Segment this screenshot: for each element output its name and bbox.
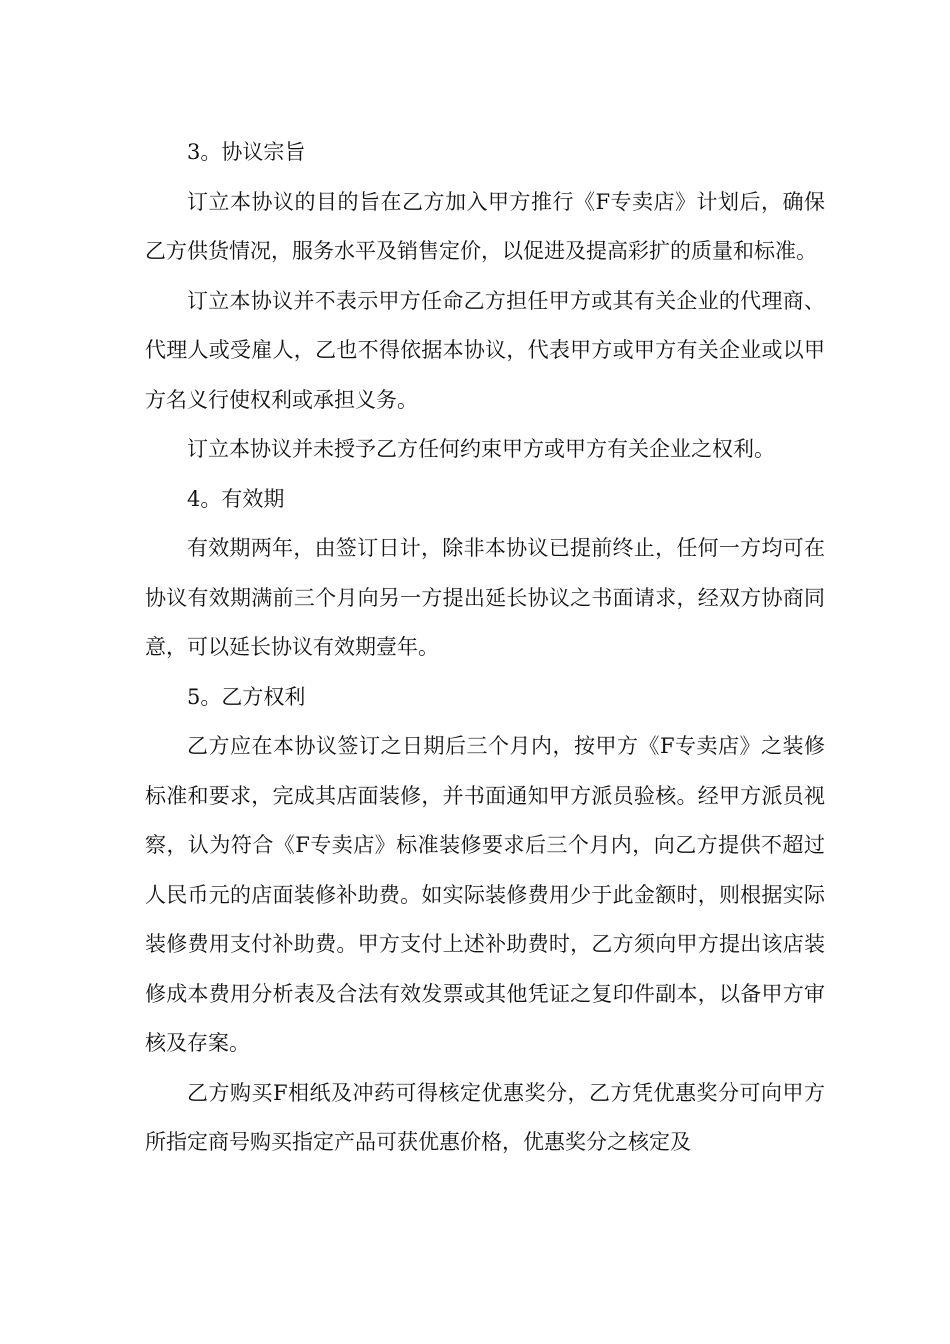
- paragraph-purpose-no-rights: 订立本协议并未授予乙方任何约束甲方或甲方有关企业之权利。: [187, 437, 775, 461]
- section-heading-purpose: 3。协议宗旨: [187, 140, 306, 164]
- section-heading-party-b-rights: 5。乙方权利: [187, 684, 306, 709]
- document-body: [145, 128, 825, 1168]
- paragraph-renovation-subsidy: 乙方应在本协议签订之日期后三个月内，按甲方《F专卖店》之装修标准和要求，完成其店面装修，并书面通知甲方派员验核。经甲方派员视察，认为符合《F专卖店》标准装修要求后三个月内，向乙方提供不超过人民币元的店面装修补助费。如实际装修费用少于此金额时，则根据实际装修费用支付补助费。甲方支付上述补助费时，乙方须向甲方提出该店装修成本费用分析表及合法有效发票或其他凭证之复印件副本，以备甲方审核及存案。: [145, 734, 825, 1055]
- paragraph-validity-term: 有效期两年，由签订日计，除非本协议已提前终止，任何一方均可在协议有效期满前三个月向另一方提出延长协议之书面请求，经双方协商同意，可以延长协议有效期壹年。: [145, 536, 825, 659]
- paragraph-purpose-aim: 订立本协议的目的旨在乙方加入甲方推行《F专卖店》计划后，确保乙方供货情况，服务水平及销售定价，以促进及提高彩扩的质量和标准。: [145, 189, 825, 263]
- paragraph-reward-points: 乙方购买F相纸及冲药可得核定优惠奖分，乙方凭优惠奖分可向甲方所指定商号购买指定产品可获优惠价格，优惠奖分之核定及: [145, 1080, 825, 1154]
- paragraph-purpose-no-agency: 订立本协议并不表示甲方任命乙方担任甲方或其有关企业的代理商、代理人或受雇人，乙也不得依据本协议，代表甲方或甲方有关企业或以甲方名义行使权利或承担义务。: [145, 288, 825, 412]
- section-heading-validity: 4。有效期: [187, 486, 285, 511]
